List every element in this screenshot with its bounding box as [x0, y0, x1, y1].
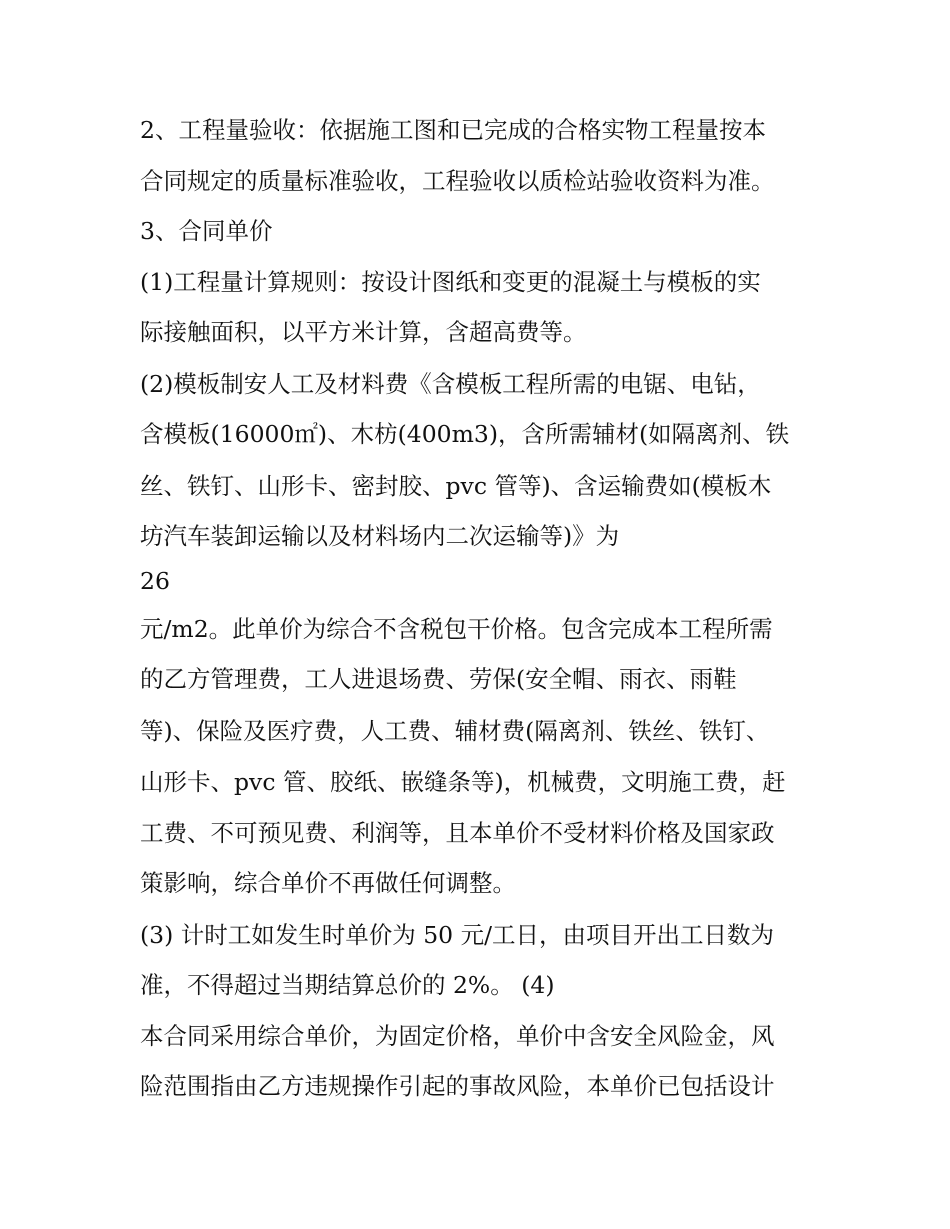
text-line-4: (1)工程量计算规则：按设计图纸和变更的混凝土与模板的实: [140, 268, 761, 296]
text-line-10: 26: [140, 567, 170, 595]
text-line-15: 工费、不可预见费、利润等，且本单价不受材料价格及国家政: [140, 819, 775, 847]
text-line-18: 准，不得超过当期结算总价的 2%。 (4): [140, 971, 555, 999]
text-line-19: 本合同采用综合单价，为固定价格，单价中含安全风险金，风: [140, 1022, 775, 1050]
text-line-16: 策影响，综合单价不再做任何调整。: [140, 869, 516, 897]
text-line-1: 2、工程量验收：依据施工图和已完成的合格实物工程量按本: [140, 116, 766, 144]
text-line-20: 险范围指由乙方违规操作引起的事故风险，本单价已包括设计: [140, 1072, 775, 1100]
text-line-3: 3、合同单价: [140, 217, 273, 245]
text-line-7: 含模板(16000㎡)、木枋(400m3)，含所需辅材(如隔离剂、铁: [140, 420, 790, 448]
text-line-5: 际接触面积，以平方米计算，含超高费等。: [140, 318, 587, 346]
text-line-2: 合同规定的质量标准验收，工程验收以质检站验收资料为准。: [140, 167, 775, 195]
text-line-14: 山形卡、pvc 管、胶纸、嵌缝条等)，机械费，文明施工费，赶: [140, 768, 786, 796]
text-line-8: 丝、铁钉、山形卡、密封胶、pvc 管等)、含运输费如(模板木: [140, 472, 772, 500]
text-line-12: 的乙方管理费，工人进退场费、劳保(安全帽、雨衣、雨鞋: [140, 665, 737, 693]
text-line-17: (3) 计时工如发生时单价为 50 元/工日，由项目开出工日数为: [140, 921, 775, 949]
text-line-6: (2)模板制安人工及材料费《含模板工程所需的电锯、电钻，: [140, 370, 761, 398]
text-line-11: 元/m2。此单价为综合不含税包干价格。包含完成本工程所需: [140, 615, 773, 643]
text-line-9: 坊汽车装卸运输以及材料场内二次运输等)》为: [140, 522, 620, 550]
text-line-13: 等)、保险及医疗费，人工费、辅材费(隔离剂、铁丝、铁钉、: [140, 717, 770, 745]
